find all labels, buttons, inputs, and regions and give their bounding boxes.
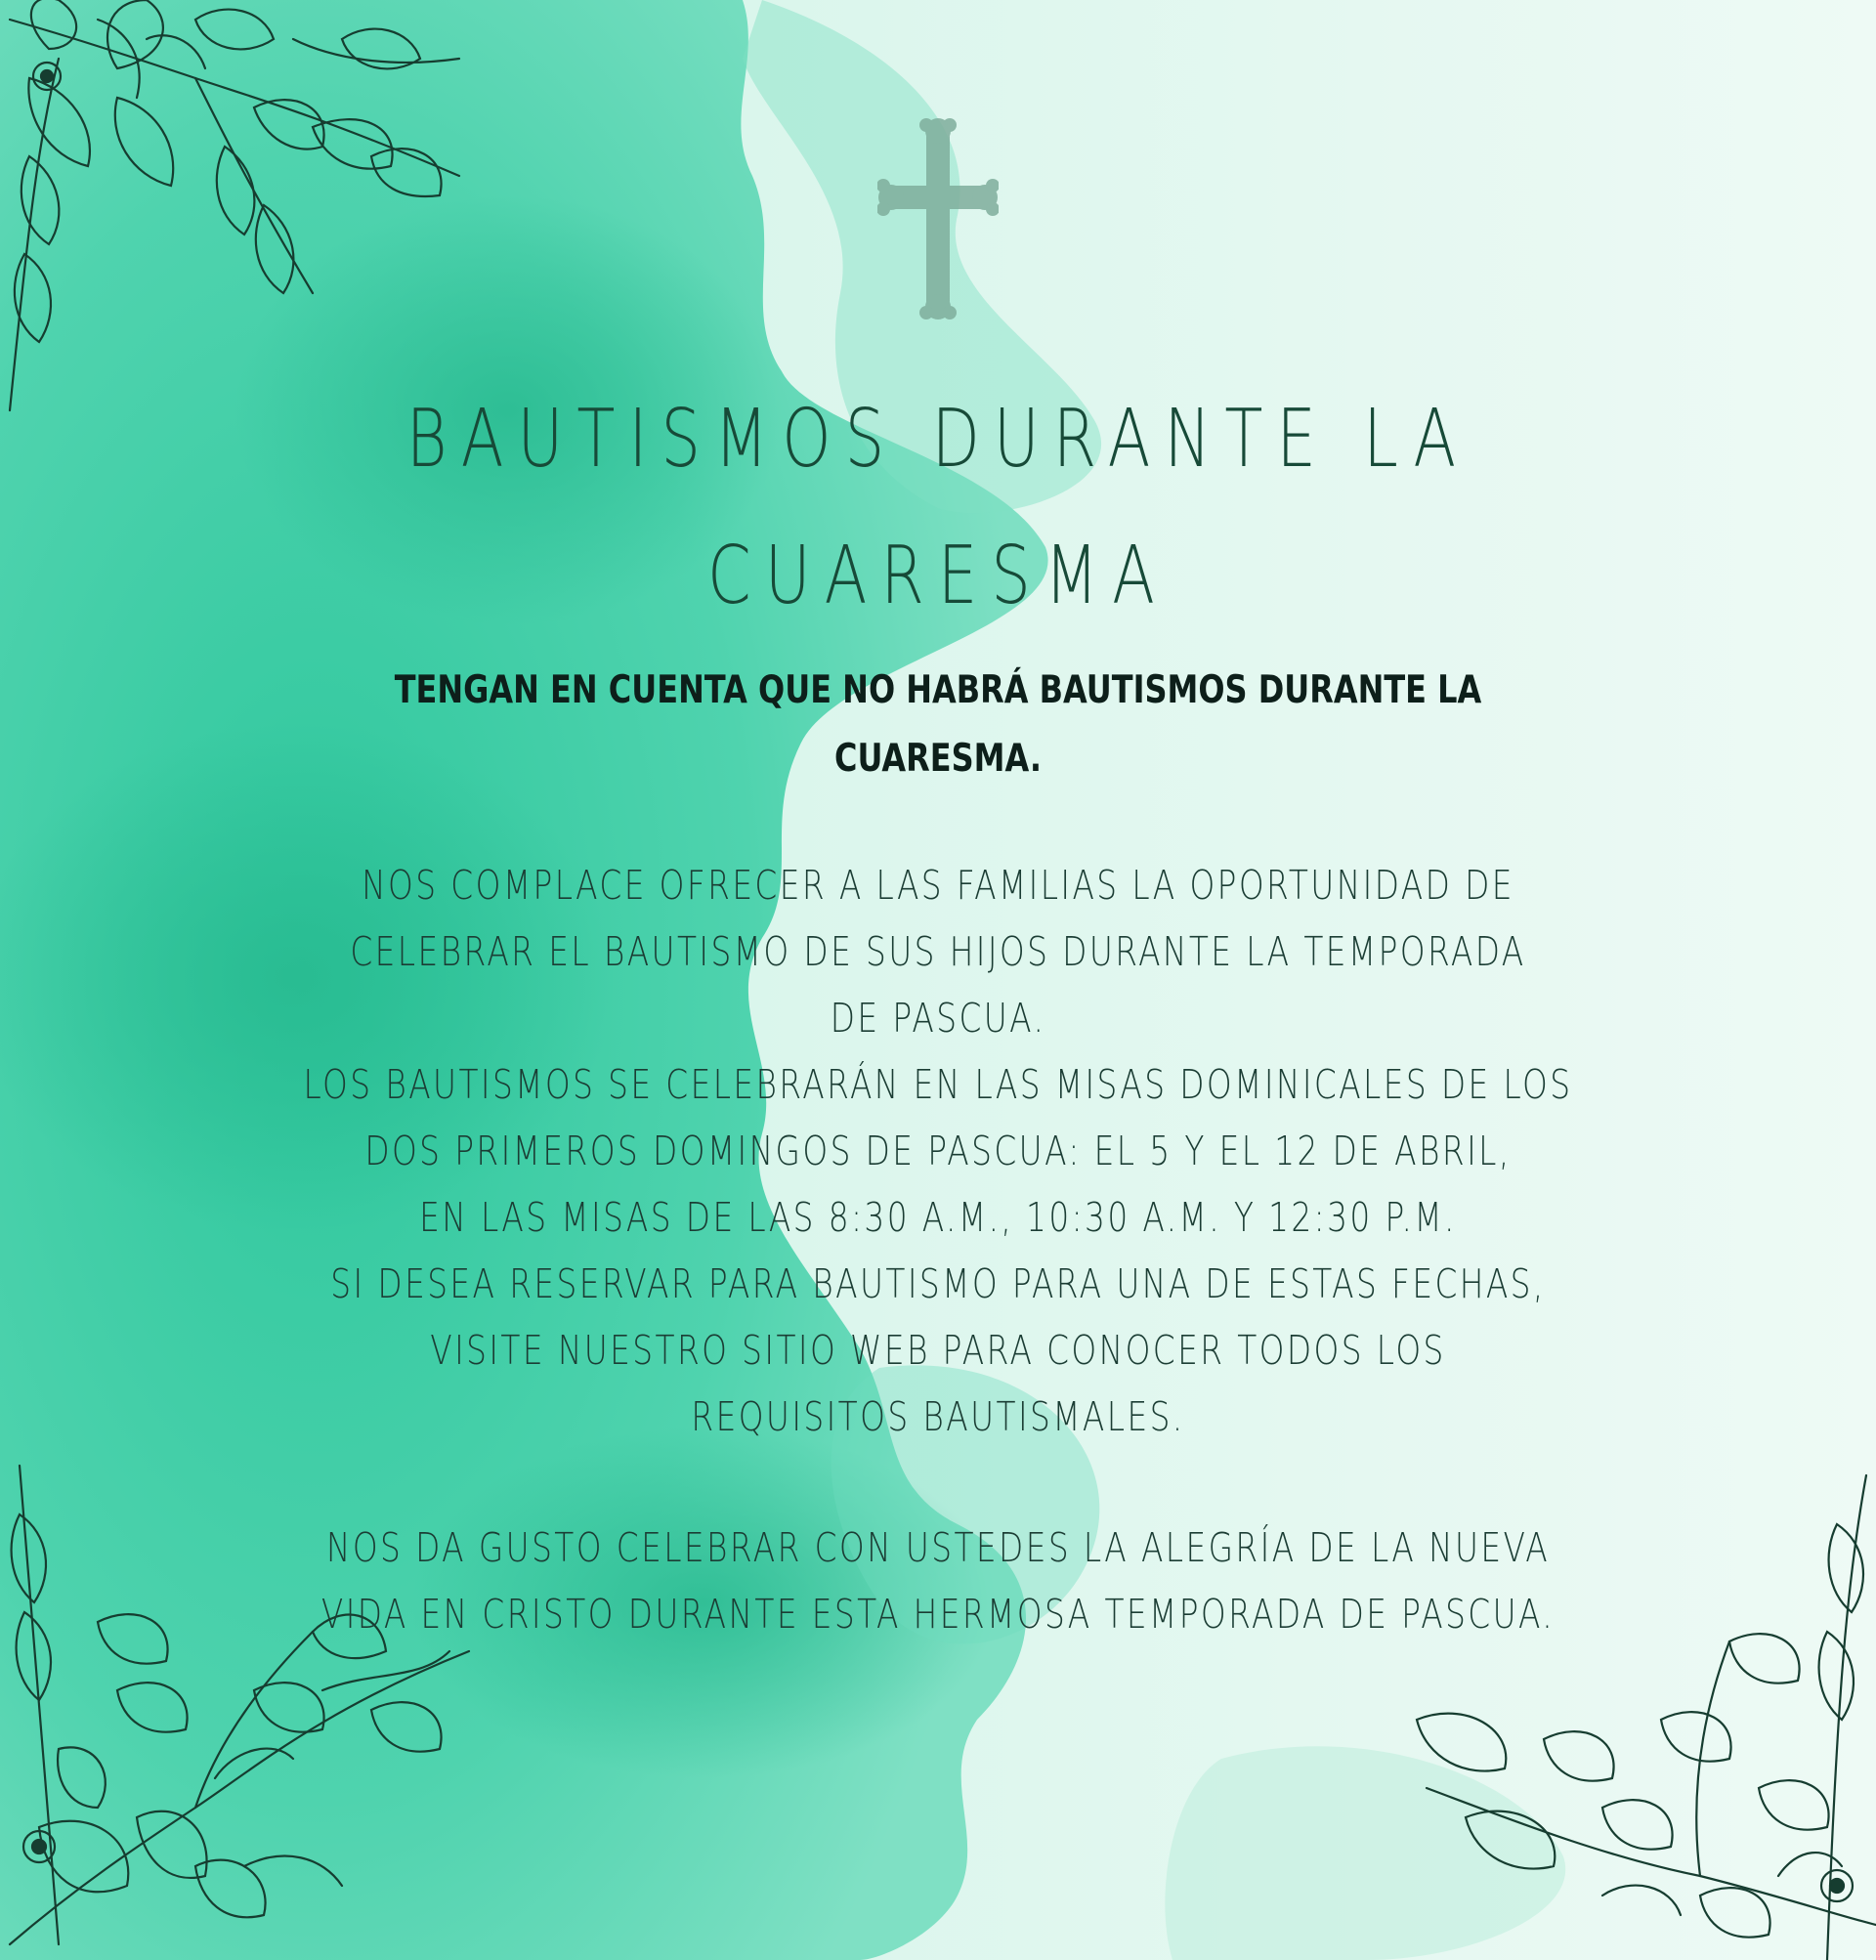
body-line: CELEBRAR EL BAUTISMO DE SUS HIJOS DURANTE LA TEMPORADA (350, 928, 1526, 975)
notice-text (0, 657, 1876, 793)
body-paragraph (0, 852, 1876, 1450)
closing-paragraph (0, 1514, 1876, 1647)
title-line: CUARESMA (707, 530, 1169, 622)
body-line: DOS PRIMEROS DOMINGOS DE PASCUA: EL 5 Y EL 12 DE ABRIL, (364, 1128, 1512, 1174)
body-line: DE PASCUA. (830, 995, 1046, 1042)
cross-icon (877, 117, 999, 322)
closing-line: VIDA EN CRISTO DURANTE ESTA HERMOSA TEMPORADA DE PASCUA. (320, 1591, 1556, 1638)
body-line: REQUISITOS BAUTISMALES. (691, 1393, 1185, 1440)
body-line: LOS BAUTISMOS SE CELEBRARÁN EN LAS MISAS DOMINICALES DE LOS (303, 1061, 1573, 1108)
body-line: VISITE NUESTRO SITIO WEB PARA CONOCER TODOS LOS (430, 1327, 1446, 1374)
notice-line: CUARESMA. (833, 737, 1043, 781)
body-line: EN LAS MISAS DE LAS 8:30 A.M., 10:30 A.M. Y 12:30 P.M. (419, 1194, 1457, 1241)
title-line: BAUTISMOS DURANTE LA (405, 393, 1471, 486)
closing-line: NOS DA GUSTO CELEBRAR CON USTEDES LA ALEGRÍA DE LA NUEVA (325, 1524, 1551, 1571)
page-title (0, 371, 1876, 645)
notice-line: TENGAN EN CUENTA QUE NO HABRÁ BAUTISMOS DURANTE LA (394, 668, 1482, 712)
body-line: SI DESEA RESERVAR PARA BAUTISMO PARA UNA DE ESTAS FECHAS, (330, 1260, 1546, 1307)
body-line: NOS COMPLACE OFRECER A LAS FAMILIAS LA OPORTUNIDAD DE (362, 862, 1514, 909)
